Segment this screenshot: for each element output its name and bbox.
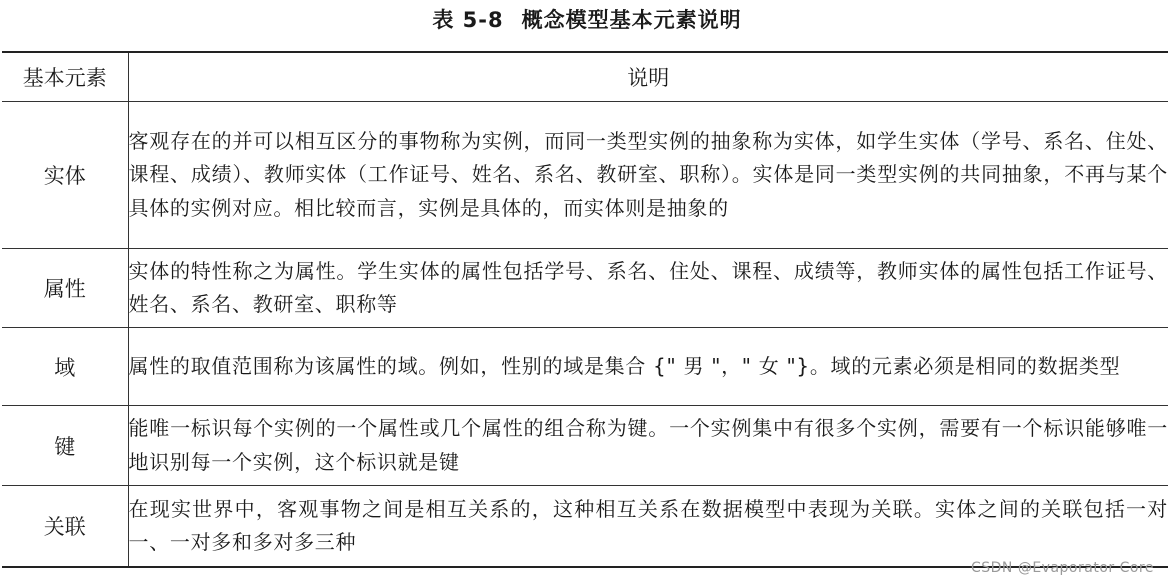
row-element: 实体: [2, 102, 128, 249]
table-caption: [0, 4, 1174, 36]
watermark-text: CSDN @Evaporator Core: [970, 560, 1154, 576]
row-element: 关联: [2, 486, 128, 568]
table-row: [2, 406, 1168, 486]
table-row: [2, 328, 1168, 406]
row-element: 键: [2, 406, 128, 486]
table-title: 概念模型基本元素说明: [521, 8, 742, 32]
concept-model-table: [2, 51, 1168, 568]
row-description: 能唯一标识每个实例的一个属性或几个属性的组合称为键。一个实例集中有很多个实例，需要有一个标识能够唯一地识别每一个实例，这个标识就是键: [128, 406, 1168, 486]
table-row: [2, 102, 1168, 249]
row-element: 属性: [2, 249, 128, 328]
header-description: 说明: [128, 52, 1168, 102]
table-row: [2, 249, 1168, 328]
table-number: 表 5-8: [432, 8, 504, 32]
table-row: [2, 486, 1168, 568]
table-header-row: [2, 52, 1168, 102]
row-description: 实体的特性称之为属性。学生实体的属性包括学号、系名、住处、课程、成绩等，教师实体的属性包括工作证号、姓名、系名、教研室、职称等: [128, 249, 1168, 328]
header-element: 基本元素: [2, 52, 128, 102]
row-description: 客观存在的并可以相互区分的事物称为实例，而同一类型实例的抽象称为实体，如学生实体（学号、系名、住处、课程、成绩）、教师实体（工作证号、姓名、系名、教研室、职称）。实体是同一类型实例的共同抽象，不再与某个具体的实例对应。相比较而言，实例是具体的，而实体则是抽象的: [128, 102, 1168, 249]
row-description: 在现实世界中，客观事物之间是相互关系的，这种相互关系在数据模型中表现为关联。实体之间的关联包括一对一、一对多和多对多三种: [128, 486, 1168, 568]
row-description: 属性的取值范围称为该属性的域。例如，性别的域是集合 {" 男 "，" 女 "}。域的元素必须是相同的数据类型: [128, 328, 1168, 406]
row-element: 域: [2, 328, 128, 406]
